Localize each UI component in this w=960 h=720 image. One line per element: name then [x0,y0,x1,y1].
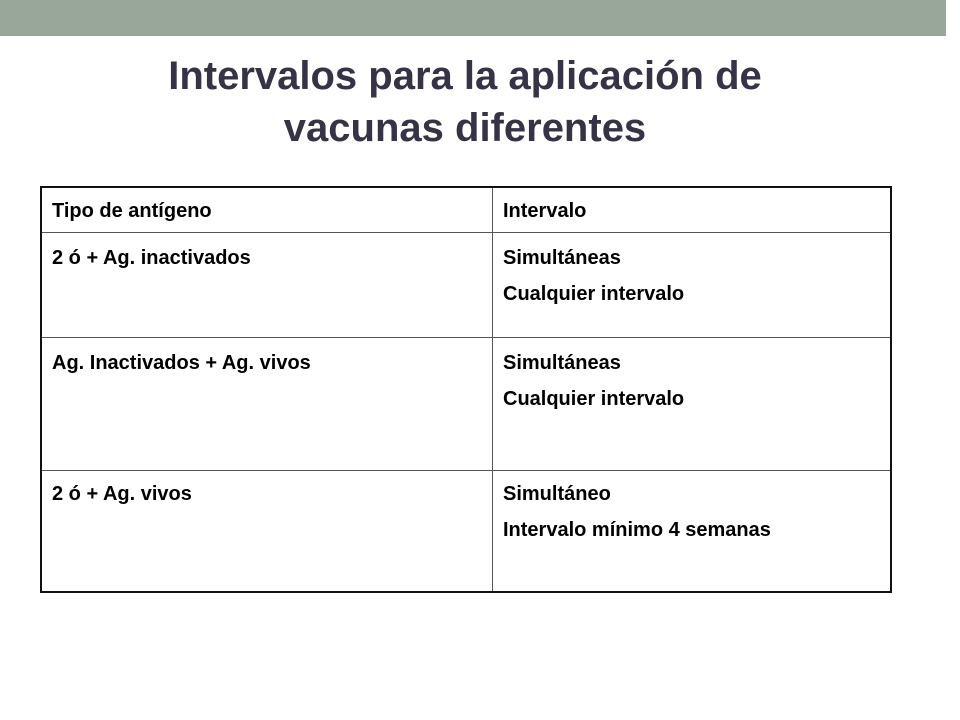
table-row [41,471,891,593]
table-row [41,233,891,338]
header-cell-antigen-type: Tipo de antígeno [41,187,493,233]
interval-cell [493,338,892,471]
interval-line: Intervalo mínimo 4 semanas [503,519,771,541]
table-row [41,338,891,471]
slide-title [40,50,890,154]
interval-line: Simultáneo [503,483,611,505]
antigen-cell: 2 ó + Ag. vivos [41,471,493,593]
table-header-row [41,187,891,233]
header-cell-interval: Intervalo [493,187,892,233]
interval-line: Cualquier intervalo [503,283,685,305]
antigen-cell: 2 ó + Ag. inactivados [41,233,493,338]
interval-line: Cualquier intervalo [503,388,685,410]
antigen-cell: Ag. Inactivados + Ag. vivos [41,338,493,471]
interval-line: Simultáneas [503,352,621,374]
interval-cell [493,233,892,338]
vaccine-interval-table [40,186,892,593]
top-decorative-bar [0,0,946,36]
slide-title-line-2: vacunas diferentes [283,106,647,150]
interval-line: Simultáneas [503,247,621,269]
interval-cell [493,471,892,593]
slide-title-line-1: Intervalos para la aplicación de [168,54,762,98]
